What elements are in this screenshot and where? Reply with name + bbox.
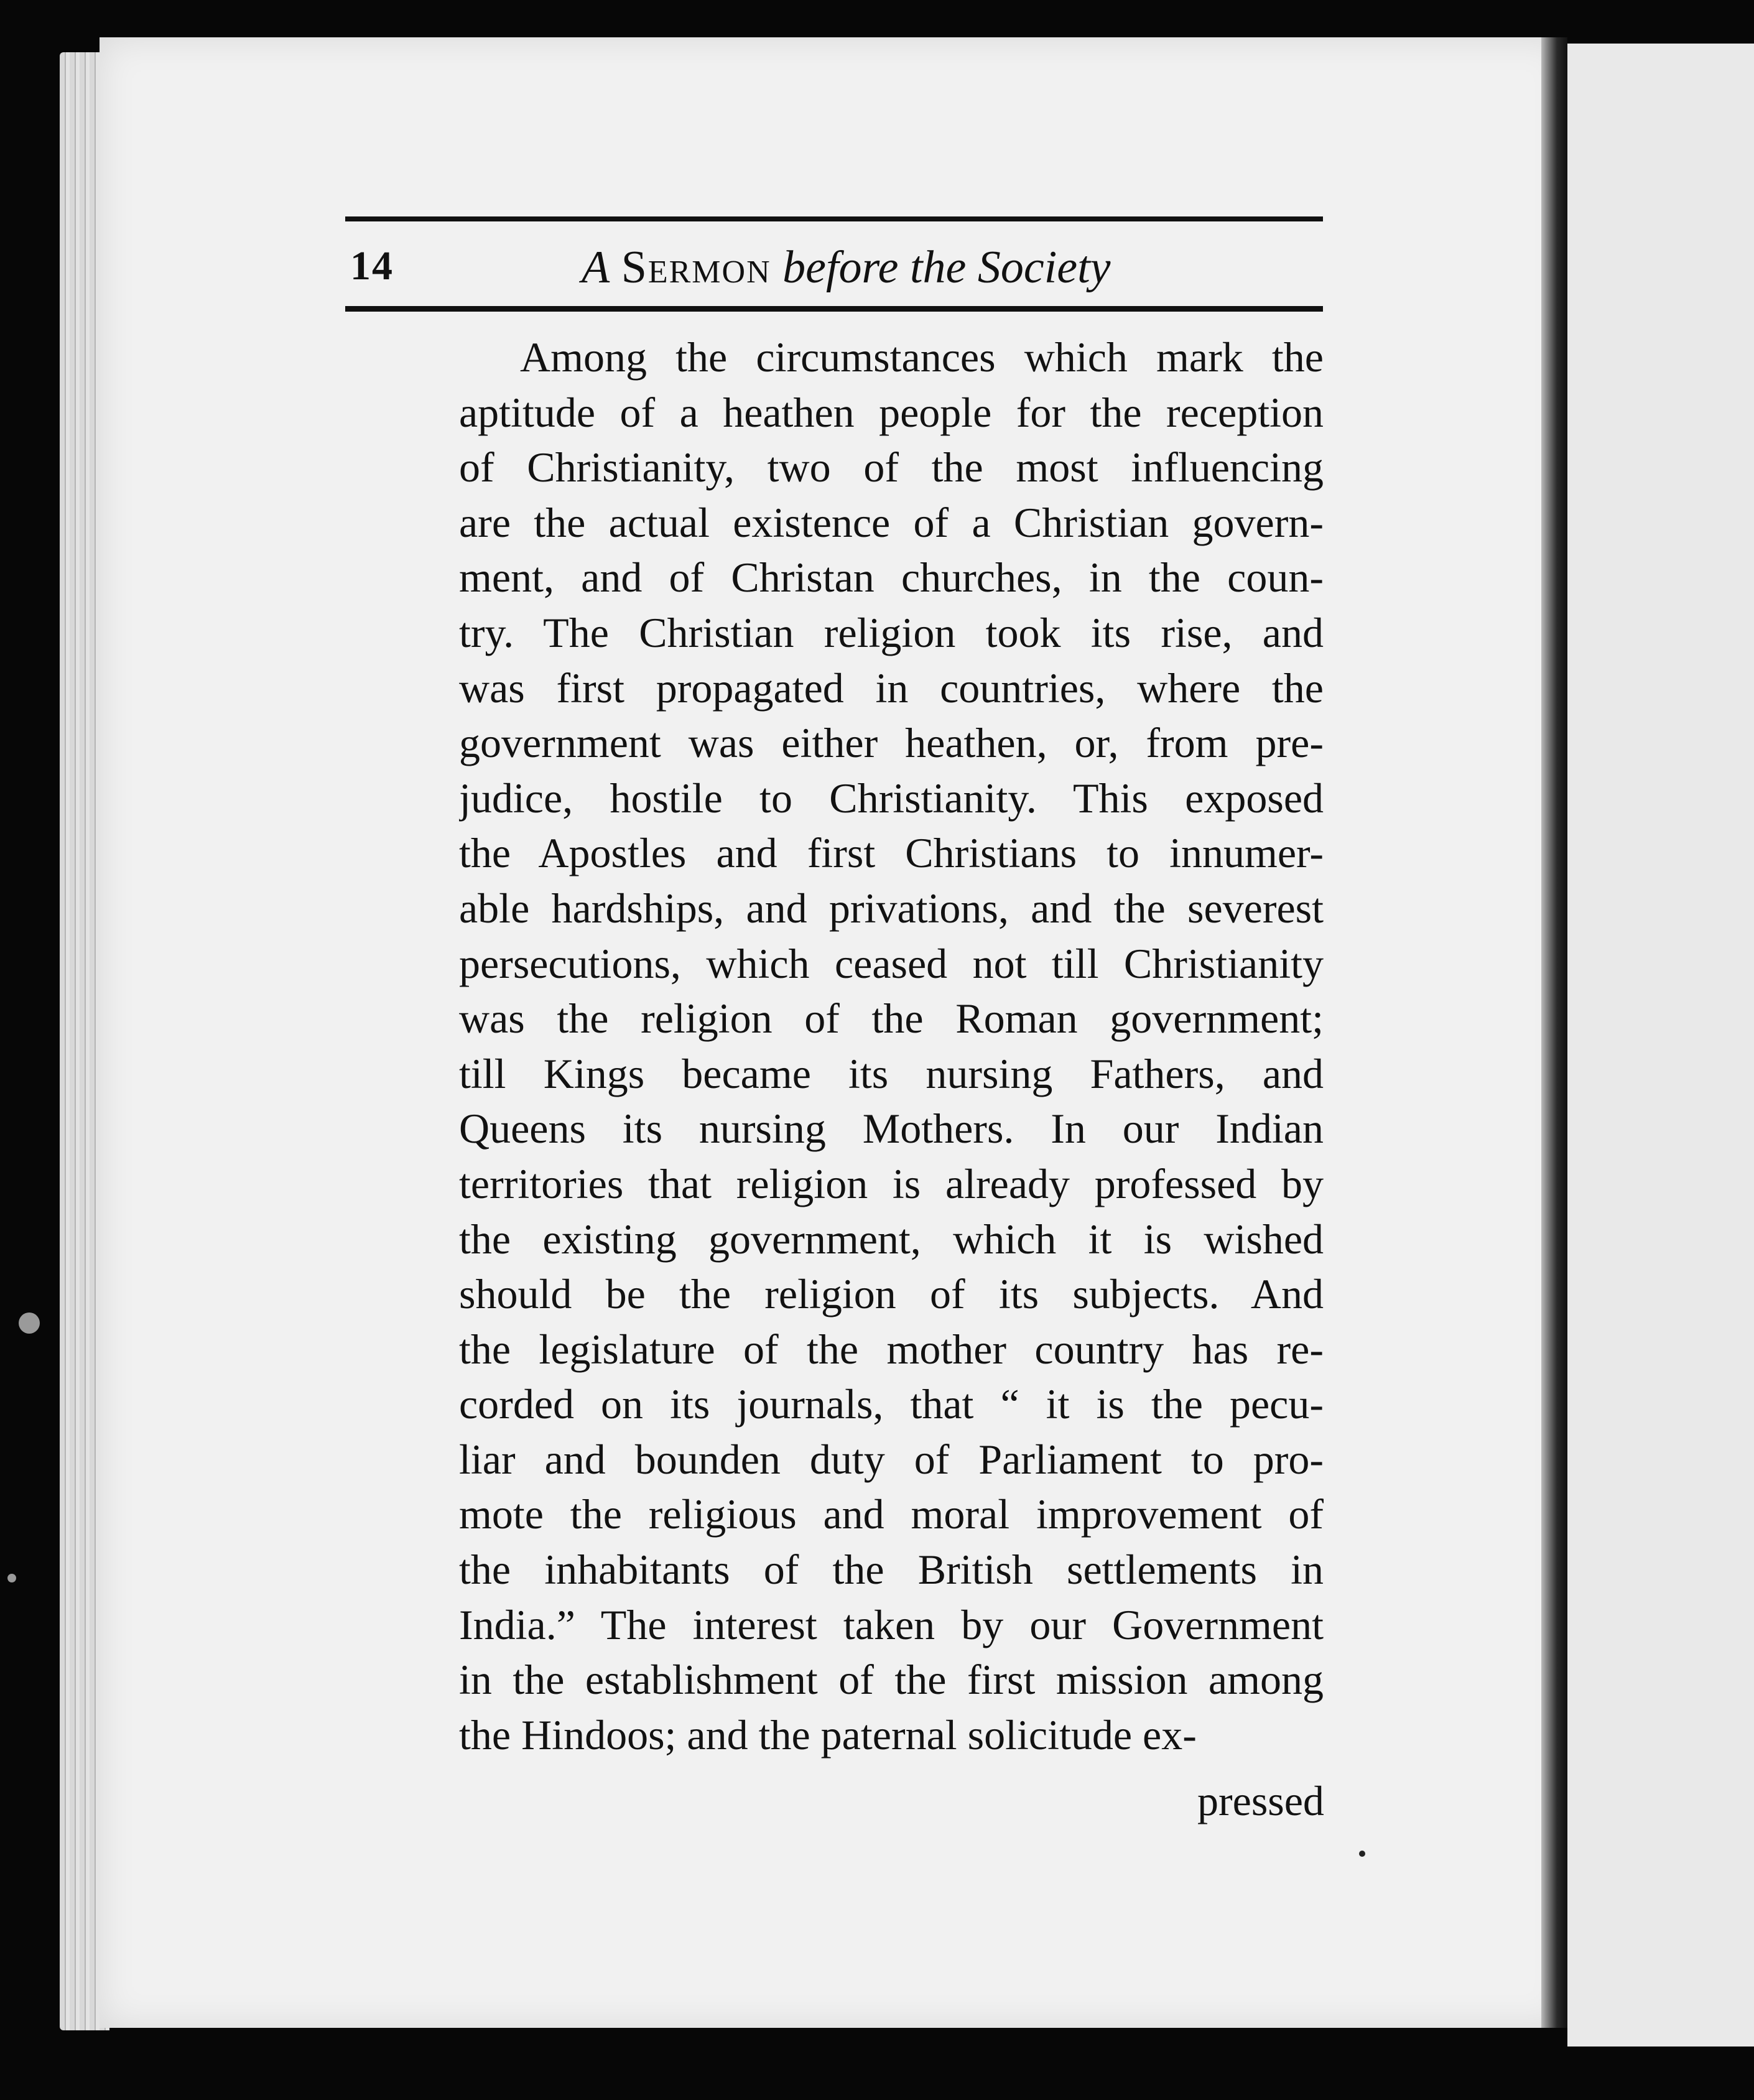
page-number: 14 [350,243,394,289]
text-line: was first propagated in countries, where the [459,664,1324,712]
scan-speck [19,1312,40,1334]
book-gutter [1541,37,1567,2028]
facing-page-edge [1567,44,1754,2047]
title-italic: before the Society [782,242,1111,293]
text-line: the legislature of the mother country has re- [459,1325,1324,1373]
running-head [345,241,1323,304]
text-line: Queens its nursing Mothers. In our Indian [459,1105,1324,1153]
text-line: should be the religion of its subjects. And [459,1270,1324,1318]
catchword: pressed [1197,1777,1324,1824]
header-rule-top [345,216,1323,221]
text-line: was the religion of the Roman government; [459,995,1324,1043]
text-line: the Apostles and first Christians to innumer- [459,829,1324,877]
scan-speck [7,1574,16,1582]
text-line: territories that religion is already professed by [459,1159,1324,1207]
text-line: are the actual existence of a Christian govern- [459,498,1324,546]
header-rule-bottom [345,306,1323,312]
text-line: able hardships, and privations, and the severest [459,884,1324,932]
text-line: of Christianity, two of the most influencing [459,444,1324,491]
text-line: ment, and of Christan churches, in the coun- [459,554,1324,602]
page-title [582,241,1111,294]
text-line: in the establishment of the first mission among [459,1656,1324,1704]
text-line: Among the circumstances which mark the [520,333,1324,381]
text-line: liar and bounden duty of Parliament to pro- [459,1435,1324,1483]
text-line: persecutions, which ceased not till Christianity [459,939,1324,987]
text-line: the inhabitants of the British settlements in [459,1546,1324,1594]
text-line: the Hindoos; and the paternal solicitude ex- [459,1711,1197,1759]
title-smallcaps: Sermon [621,242,771,293]
title-lead: A [582,242,610,293]
scan-speck [1359,1851,1365,1857]
text-line: corded on its journals, that “ it is the pecu- [459,1380,1324,1428]
text-line: the existing government, which it is wished [459,1215,1324,1263]
body-text [459,330,1324,1762]
text-line: judice, hostile to Christianity. This exposed [459,774,1324,822]
text-line: till Kings became its nursing Fathers, and [459,1049,1324,1097]
text-line: try. The Christian religion took its rise, and [459,608,1324,656]
text-line: mote the religious and moral improvement of [459,1490,1324,1538]
text-line: government was either heathen, or, from pre- [459,719,1324,767]
text-line: aptitude of a heathen people for the reception [459,388,1324,436]
text-line: India.” The interest taken by our Government [459,1601,1324,1648]
